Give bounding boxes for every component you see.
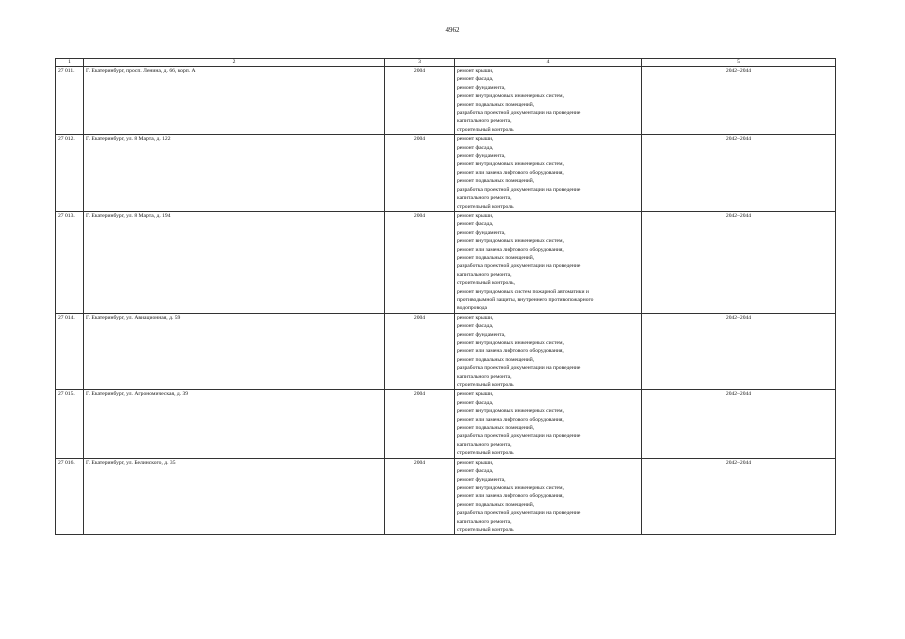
repair-work-item: капитального ремонта, [457,518,512,525]
repair-works-list [455,313,642,390]
column-header-1: 1 [56,59,84,67]
repair-work-item: ремонт внутридомовых систем пожарной автоматики и [457,288,589,295]
repair-work-item: ремонт внутридомовых инженерных систем, [457,340,564,346]
row-number: 27 012. [56,135,84,212]
table-row [56,313,836,390]
commission-year: 2004 [385,313,455,390]
repair-work-item: разработка проектной документации на проведение [457,186,581,193]
repair-work-item: разработка проектной документации на проведение [457,365,581,372]
building-address: Г. Екатеринбург, ул. Авиационная, д. 59 [84,313,385,390]
repair-work-item: капитального ремонта, [457,195,512,202]
table-body [56,67,836,535]
building-address: Г. Екатеринбург, ул. Белинского, д. 35 [84,458,385,535]
repair-work-item: капитального ремонта, [457,271,512,278]
repair-work-item: ремонт подвальных помещений, [457,101,535,108]
repair-period: 2042–2044 [642,67,836,135]
repair-work-item: ремонт внутридомовых инженерных систем, [457,238,564,245]
repair-work-item: разработка проектной документации на проведение [457,510,581,517]
repair-works-list [455,211,642,313]
row-number: 27 011. [56,67,84,135]
repair-work-item: противодымной защиты, внутреннего противопожарного [457,296,594,303]
repair-work-item: ремонт подвальных помещений, [457,254,535,261]
repair-work-item: ремонт фасада, [457,221,494,228]
repair-work-item: ремонт фундамента, [457,476,506,483]
repair-work-item: ремонт подвальных помещений, [457,356,535,363]
repair-work-item: капитального ремонта, [457,441,512,448]
repair-work-item: ремонт внутридомовых инженерных систем, [457,93,564,100]
repair-work-item: ремонт фасада, [457,468,494,475]
repair-work-item: ремонт фундамента, [457,331,506,338]
commission-year: 2004 [385,135,455,212]
repair-work-item: ремонт фасада, [457,399,494,406]
table-row [56,458,836,535]
repair-work-item: разработка проектной документации на проведение [457,433,581,440]
repair-work-item: ремонт крыши, [457,136,494,143]
repair-period: 2042–2044 [642,458,836,535]
repair-work-item: ремонт фундамента, [457,153,506,160]
column-header-5: 5 [642,59,836,67]
repair-work-item: строительный контроль [457,382,514,389]
repair-work-item: ремонт или замена лифтового оборудования, [457,416,564,423]
repair-work-item: ремонт или замена лифтового оборудования, [457,246,564,253]
repair-works-list [455,390,642,458]
repair-work-item: ремонт крыши, [457,391,494,398]
repair-work-item: водопровода [457,305,488,312]
repair-work-item: ремонт подвальных помещений, [457,178,535,185]
repair-period: 2042–2044 [642,313,836,390]
commission-year: 2004 [385,67,455,135]
commission-year: 2004 [385,458,455,535]
column-header-4: 4 [455,59,642,67]
table-row [56,135,836,212]
repair-work-item: ремонт подвальных помещений, [457,501,535,508]
row-number: 27 016. [56,458,84,535]
row-number: 27 015. [56,390,84,458]
repair-work-item: ремонт фасада, [457,323,494,330]
row-number: 27 013. [56,211,84,313]
table-header-row [56,59,836,67]
repair-work-item: ремонт подвальных помещений, [457,425,535,432]
repair-work-item: ремонт внутридомовых инженерных систем, [457,161,564,168]
repair-work-item: капитального ремонта, [457,118,512,125]
repair-work-item: разработка проектной документации на проведение [457,263,581,270]
commission-year: 2004 [385,390,455,458]
page-number: 4962 [445,26,460,34]
repair-work-item: капитального ремонта, [457,373,512,380]
repair-works-list [455,67,642,135]
repair-work-item: ремонт или замена лифтового оборудования, [457,169,564,176]
repair-work-item: ремонт внутридомовых инженерных систем, [457,484,564,491]
table-row [56,67,836,135]
repair-work-item: строительный контроль [457,203,514,210]
table-row [56,211,836,313]
repair-work-item: ремонт крыши, [457,314,494,321]
repair-work-item: строительный контроль, [457,280,515,287]
repair-work-item: ремонт крыши, [457,68,494,74]
column-header-2: 2 [84,59,385,67]
repair-period: 2042–2044 [642,135,836,212]
repair-work-item: строительный контроль [457,526,514,533]
repair-work-item: ремонт фасада, [457,144,494,151]
repair-work-item: ремонт крыши, [457,459,494,466]
building-address: Г. Екатеринбург, ул. Агрономическая, д. 39 [84,390,385,458]
repair-work-item: ремонт фундамента, [457,229,506,236]
repair-work-item: ремонт фасада, [457,76,494,83]
repair-works-list [455,135,642,212]
repair-work-item: ремонт или замена лифтового оборудования, [457,493,564,500]
repair-work-item: строительный контроль [457,126,514,133]
commission-year: 2004 [385,211,455,313]
repair-work-item: ремонт крыши, [457,212,494,219]
building-address: Г. Екатеринбург, ул. 8 Марта, д. 122 [84,135,385,212]
repair-works-list [455,458,642,535]
column-header-3: 3 [385,59,455,67]
repair-work-item: разработка проектной документации на проведение [457,110,581,117]
repair-work-item: строительный контроль [457,450,514,457]
capital-repair-table [55,58,836,535]
repair-work-item: ремонт внутридомовых инженерных систем, [457,408,564,415]
repair-period: 2042–2044 [642,211,836,313]
repair-work-item: ремонт или замена лифтового оборудования, [457,348,564,355]
building-address: Г. Екатеринбург, просп. Ленина, д. 66, корп. А [84,67,385,135]
building-address: Г. Екатеринбург, ул. 8 Марта, д. 194 [84,211,385,313]
repair-work-item: ремонт фундамента, [457,84,506,91]
repair-period: 2042–2044 [642,390,836,458]
row-number: 27 014. [56,313,84,390]
table-row [56,390,836,458]
